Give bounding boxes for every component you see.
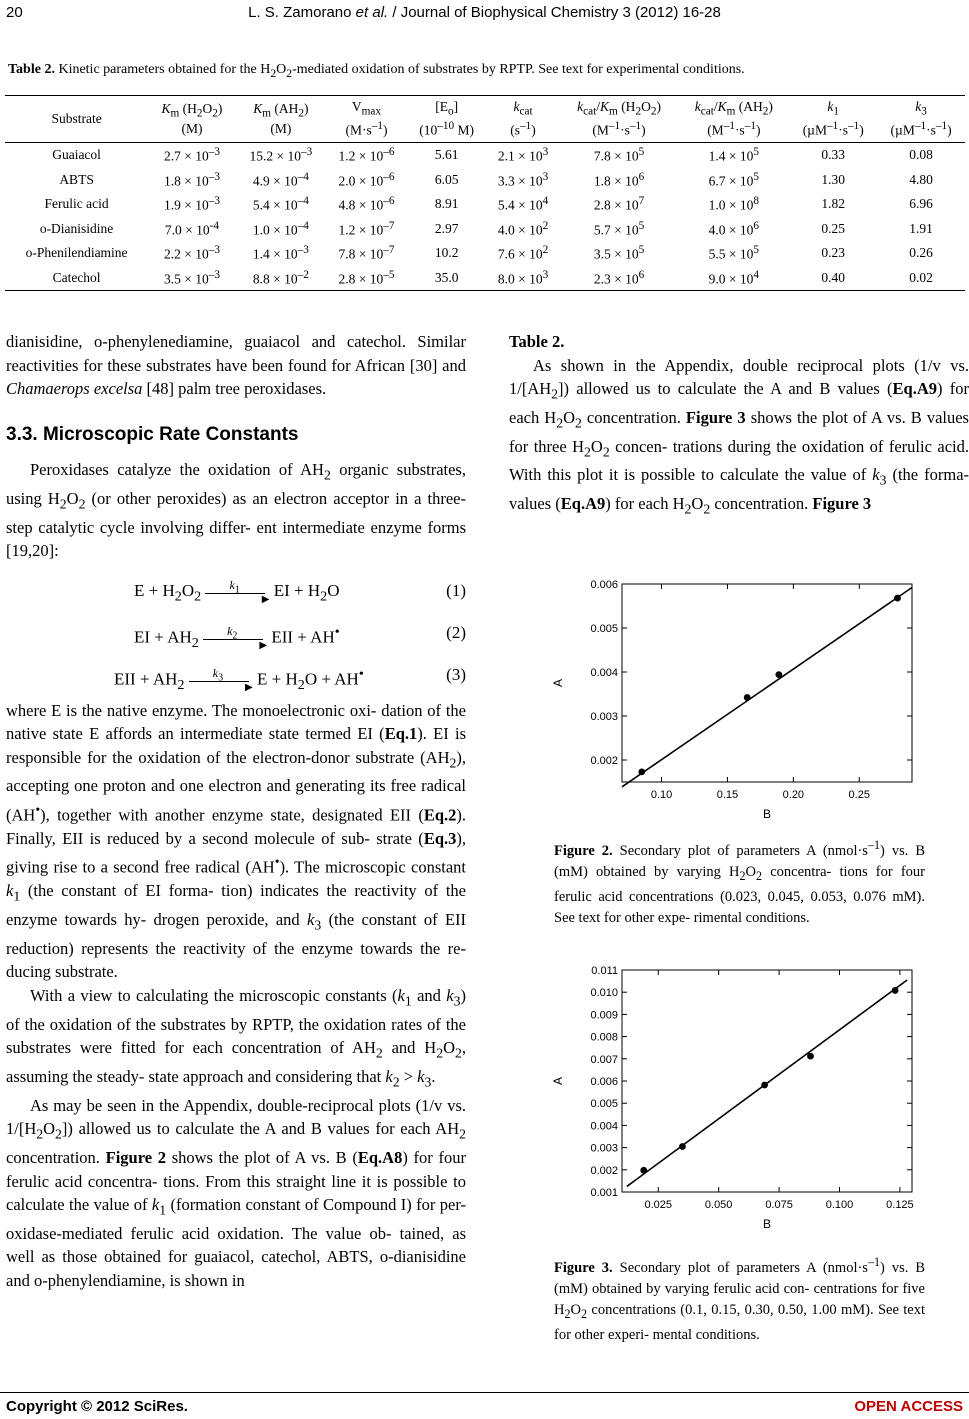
plot-frame <box>622 584 912 782</box>
y-axis-label: A <box>551 1076 565 1086</box>
table-cell: $1.8 \times 10^6$ <box>593 170 645 189</box>
table-cell: 5.61 <box>434 147 459 163</box>
y-tick-label: 0.004 <box>590 667 618 679</box>
equation-2: EI + $AH_2$ $k_2$ ▶ EII + AH• (2) <box>134 622 466 652</box>
x-tick-label: 0.15 <box>716 789 739 801</box>
table-cell: $5.4 \times 10^4$ <box>497 195 549 213</box>
table-header-row <box>5 96 965 143</box>
table-cell: $4.0 \times 10^2$ <box>497 219 549 238</box>
col-header-eo: $[E_o]$ ($10^{-10}$ M) <box>407 96 486 143</box>
table-cell: $8.8 \times 10^{-2}$ <box>236 266 326 291</box>
col-header-vmax: $V_{max}$ $(M\cdot s^{-1})$ <box>326 96 407 143</box>
substrate-name-cell: ABTS <box>59 171 94 187</box>
equation-1: $E + H_2O_2$ $k_1$ ▶ EI + $H_2O$ (1) <box>134 577 466 605</box>
x-tick-label: 0.125 <box>886 1199 914 1211</box>
y-tick-label: 0.009 <box>590 1009 618 1022</box>
table-cell: 0.23 <box>821 245 846 261</box>
data-point <box>638 768 645 775</box>
table-cell: 10.2 <box>434 245 459 261</box>
table-cell: $2.1 \times 10^3$ <box>497 146 549 164</box>
data-point <box>807 1053 814 1060</box>
table-cell: $4.9 \times 10^{-4}$ <box>252 170 309 189</box>
data-point <box>892 987 899 994</box>
running-title: L. S. Zamorano et al. / Journal of Biophysical Chemistry 3 (2012) 16-28 <box>248 4 721 21</box>
col-header-km-ah2: $K_m$ $(AH_2)$ (M) <box>236 96 326 143</box>
table-cell: $2.7 \times 10^{-3}$ <box>163 146 220 164</box>
equation-3: EII + $AH_2$ $k_3$ ▶ $E + H_2O + AH^•$ (3) <box>114 664 466 694</box>
table-row <box>5 266 965 291</box>
table-cell: 1.30 <box>821 171 846 187</box>
footer-open-access: OPEN ACCESS <box>854 1398 963 1415</box>
footer-rule <box>0 1392 969 1393</box>
col-header-kcat-km-h2o2: $k_{cat}/K_m$ $(H_2O_2)$ $(M^{-1}\cdot s^{-1})$ <box>560 96 679 143</box>
table-cell: $2.0 \times 10^{-6}$ <box>338 170 395 189</box>
table-cell: $1.4 \times 10^{-3}$ <box>252 244 309 262</box>
paragraph-mechanism: where E is the native enzyme. The monoelectronic oxi- dation of the native state E affords an intermediate state termed EI (Eq.1). EI is responsible for the oxidation of the electron-donor substrate $(AH_2)$, accepting one proton and one electron and generating its free radical (AH•), together with another enzyme state, designated EII (Eq.2). Finally, EII is reduced by a second molecule of sub- strate (Eq.3), giving rise to a second free radical (AH•). The microscopic constant $k_1$ (the constant of EI forma- tion) indicates the reactivity of the enzyme towards hy- drogen peroxide, and $k_3$ (the constant of EII reduction) represents the reactivity of the enzyme towards the re- ducing substrate. <box>6 700 467 982</box>
right-column <box>509 330 969 521</box>
equation-number: (1) <box>446 580 466 600</box>
table-cell: $7.0 \times 10^{-4}$ <box>164 219 220 238</box>
table-cell: 1.82 <box>821 196 846 212</box>
table-cell: 0.02 <box>877 266 965 291</box>
y-tick-label: 0.011 <box>591 965 618 977</box>
y-tick-label: 0.001 <box>590 1187 618 1199</box>
table-cell: $4.0 \times 10^6$ <box>708 219 759 238</box>
equation-block <box>6 569 466 695</box>
substrate-name-cell: o-Dianisidine <box>39 220 114 236</box>
left-column <box>6 330 466 1292</box>
table-cell: $8.0 \times 10^3$ <box>486 266 559 291</box>
data-point <box>894 595 901 602</box>
data-point <box>775 671 782 678</box>
table-cell: $5.5 \times 10^5$ <box>708 244 759 262</box>
table-cell: $15.2 \times 10^{-3}$ <box>249 146 313 164</box>
table-row <box>5 241 965 266</box>
x-tick-label: 0.100 <box>825 1199 854 1211</box>
table-cell: 0.08 <box>909 147 933 163</box>
x-tick-label: 0.20 <box>782 789 805 801</box>
y-axis-label: A <box>551 678 565 688</box>
table-cell: $2.3 \times 10^6$ <box>560 266 679 291</box>
figure3-caption: Figure 3. Secondary plot of parameters A $(nmol\cdot s^{-1})$ vs. B (mM) obtained by varying ferulic acid con- centrations for five $H_2O_2$ concentrations (0.1, 0.15, 0.30, 0.50, 1.00 mM). See text for other experi- mental conditions. <box>554 1255 926 1343</box>
x-tick-label: 0.075 <box>765 1199 793 1211</box>
table-cell: $2.8 \times 10^7$ <box>593 195 645 213</box>
table-cell: $6.7 \times 10^5$ <box>708 170 759 189</box>
table-cell: $9.0 \times 10^4$ <box>678 266 789 291</box>
table-cell: 6.05 <box>434 171 459 187</box>
col-header-km-h2o2: $K_m$ $(H_2O_2)$ (M) <box>148 96 236 143</box>
table-cell: 0.26 <box>909 245 933 261</box>
table-cell: 2.97 <box>434 220 459 236</box>
paragraph-figure2: As may be seen in the Appendix, double-reciprocal plots (1/v vs. $1/[H_2O_2]$) allowed us to calculate the A and B values for each $AH_2$ concentration. Figure 2 shows the plot of A vs. B (Eq.A8) for four ferulic acid concentra- tions. From this straight line it is possible to calculate the value of $k_1$ (formation constant of Compound I) for per- oxidase-mediated ferulic acid oxidation. The value ob- tained, as well as those obtained for guaiacol, catechol, ABTS, o-dianisidine and o-phenylendiamine, is shown in <box>6 1095 466 1290</box>
x-axis-label: B <box>762 807 772 821</box>
x-tick-label: 0.025 <box>644 1199 673 1211</box>
col-header-k1: $k_1$ $(\mu M^{-1}\cdot s^{-1})$ <box>789 96 877 143</box>
col-header-k3: $k_3$ $(\mu M^{-1}\cdot s^{-1})$ <box>877 96 965 143</box>
data-point <box>640 1167 647 1174</box>
table-cell: $1.0 \times 10^{-4}$ <box>252 219 309 238</box>
y-tick-label: 0.010 <box>590 987 618 1000</box>
figure2-caption: Figure 2. Secondary plot of parameters A $(nmol\cdot s^{-1})$ vs. B (mM) obtained by varying $H_2O_2$ concentra- tions for four ferulic acid concentrations (0.023, 0.045, 0.053, 0.076 mM). See text for other expe- rimental conditions. <box>554 838 926 926</box>
table-cell: $1.8 \times 10^{-3}$ <box>163 170 220 189</box>
data-point <box>679 1143 686 1150</box>
fit-line <box>622 588 912 787</box>
table-cell: 0.25 <box>821 220 846 236</box>
col-header-kcat: $k_{cat}$ $(s^{-1})$ <box>486 96 559 143</box>
y-tick-label: 0.008 <box>590 1031 618 1044</box>
table-cell: $3.5 \times 10^{-3}$ <box>148 266 236 291</box>
section-heading: 3.3. Microscopic Rate Constants <box>6 423 299 445</box>
table-cell: $2.2 \times 10^{-3}$ <box>163 244 220 262</box>
table-cell: $2.8 \times 10^{-5}$ <box>326 266 407 291</box>
x-tick-label: 0.050 <box>704 1199 733 1211</box>
equation-number: (2) <box>446 622 466 642</box>
table-cell: 4.80 <box>909 171 933 187</box>
table-row <box>5 192 965 217</box>
table-cell: $5.4 \times 10^{-4}$ <box>252 195 309 213</box>
data-point <box>761 1082 768 1089</box>
y-tick-label: 0.004 <box>590 1120 618 1133</box>
y-tick-label: 0.005 <box>590 623 618 635</box>
substrate-name-cell: o-Phenilendiamine <box>25 245 128 261</box>
y-tick-label: 0.003 <box>590 711 618 723</box>
table-cell: $1.2 \times 10^{-6}$ <box>338 146 395 164</box>
table-cell: $1.9 \times 10^{-3}$ <box>163 195 220 213</box>
y-tick-label: 0.006 <box>590 579 618 591</box>
y-tick-label: 0.006 <box>590 1076 618 1088</box>
table-cell: $3.5 \times 10^5$ <box>593 244 645 262</box>
paragraph-figure3: As shown in the Appendix, double reciprocal plots (1/v vs. $1/[AH_2]$) allowed us to calculate the A and B values (Eq.A9) for each $H_2O_2$ concentration. Figure 3 shows the plot of A vs. B values for three $H_2O_2$ concen- trations during the oxidation of ferulic acid. With this plot it is possible to calculate the value of $k_3$ (the forma- values (Eq.A9) for each $H_2O_2$ concentration. Figure 3 <box>509 355 969 517</box>
paragraph-peroxidase-cycle: Peroxidases catalyze the oxidation of $AH_2$ organic substrates, using $H_2O_2$ (or other peroxides) as an electron acceptor in a three-step catalytic cycle involving differ- ent intermediate enzyme forms [19,20]: <box>6 460 466 561</box>
y-tick-label: 0.005 <box>590 1098 618 1111</box>
paragraph-continuation: dianisidine, o-phenylenediamine, guaiacol and catechol. Similar reactivities for these substrates have been found for African [30] and Chamaerops excelsa [48] palm tree peroxidases. <box>6 332 466 398</box>
col-header-kcat-km-ah2: $k_{cat}/K_m$ $(AH_2)$ $(M^{-1}\cdot s^{-1})$ <box>678 96 789 143</box>
table-cell: 0.33 <box>821 147 846 163</box>
table-cell: 0.40 <box>789 266 877 291</box>
table-cell: 6.96 <box>909 196 933 212</box>
x-tick-label: 0.25 <box>848 789 870 801</box>
figure2-chart <box>550 570 930 826</box>
table-cell: $1.4 \times 10^5$ <box>708 146 759 164</box>
table-cell: $7.8 \times 10^5$ <box>593 146 645 164</box>
substrate-name-cell: Catechol <box>5 266 148 291</box>
table-cell: 35.0 <box>407 266 486 291</box>
figure3-chart <box>550 960 930 1242</box>
table-reference: Table 2. <box>509 332 565 351</box>
table-cell: $5.7 \times 10^5$ <box>593 219 645 238</box>
equation-number: (3) <box>446 664 466 684</box>
col-header-substrate: Substrate <box>5 96 148 143</box>
x-axis-label: B <box>762 1217 772 1231</box>
substrate-name-cell: Guaiacol <box>52 147 101 163</box>
data-point <box>744 694 751 701</box>
table-row <box>5 168 965 193</box>
page-number: 20 <box>6 4 23 21</box>
x-tick-label: 0.10 <box>650 789 673 801</box>
paragraph-fitting: With a view to calculating the microscopic constants ($k_1$ and $k_3$) of the oxidation of the substrates by RPTP, the oxidation rates of the substrates were fitted for each concentration of $AH_2$ and $H_2O_2$, assuming the steady- state approach and considering that $k_2 > k_3$. <box>6 985 466 1090</box>
table-cell: $3.3 \times 10^3$ <box>497 170 549 189</box>
table-cell: $7.8 \times 10^{-7}$ <box>338 244 395 262</box>
table-cell: $1.2 \times 10^{-7}$ <box>338 219 395 238</box>
table-caption: Table 2. Kinetic parameters obtained for the $H_2O_2$-mediated oxidation of substrates by RPTP. See text for experimental conditions. <box>8 62 745 80</box>
table-row <box>5 143 965 168</box>
substrate-name-cell: Ferulic acid <box>44 196 109 212</box>
table-cell: $7.6 \times 10^2$ <box>497 244 549 262</box>
y-tick-label: 0.007 <box>590 1053 618 1066</box>
y-tick-label: 0.003 <box>590 1142 618 1155</box>
kinetic-parameters-table <box>5 95 965 291</box>
table-cell: $1.0 \times 10^8$ <box>708 195 759 213</box>
footer-copyright: Copyright © 2012 SciRes. <box>6 1398 188 1415</box>
y-tick-label: 0.002 <box>590 755 618 767</box>
table-cell: $4.8 \times 10^{-6}$ <box>338 195 395 213</box>
table-row <box>5 217 965 242</box>
table-cell: 1.91 <box>909 220 933 236</box>
table-cell: 8.91 <box>434 196 459 212</box>
y-tick-label: 0.002 <box>590 1164 618 1177</box>
